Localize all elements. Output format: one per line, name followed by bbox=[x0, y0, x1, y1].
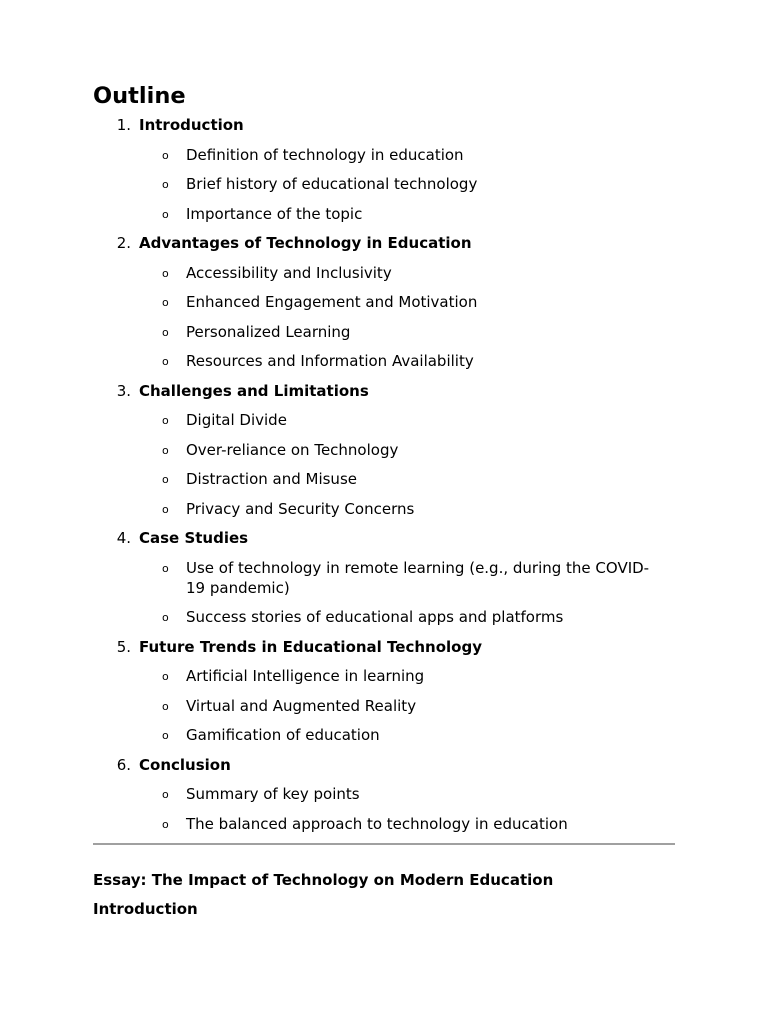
section-number: 3. bbox=[116, 381, 131, 400]
list-item-text: Use of technology in remote learning (e.g., during the COVID-19 pandemic) bbox=[186, 558, 650, 597]
list-item-text: Accessibility and Inclusivity bbox=[186, 263, 392, 282]
list-item-text: Gamification of education bbox=[186, 726, 380, 744]
list-item-text: Success stories of educational apps and platforms bbox=[186, 608, 564, 626]
bullet-icon: o bbox=[162, 207, 169, 221]
list-item-text: Importance of the topic bbox=[186, 204, 363, 223]
list-item-text: Resources and Information Availability bbox=[186, 352, 474, 370]
list-item bbox=[0, 440, 768, 470]
list-item-text: Privacy and Security Concerns bbox=[186, 499, 415, 518]
section-items bbox=[0, 263, 768, 381]
outline-section bbox=[0, 755, 768, 844]
bullet-icon: o bbox=[162, 443, 169, 457]
list-item bbox=[0, 204, 768, 234]
section-items bbox=[0, 410, 768, 528]
section-heading bbox=[0, 381, 768, 411]
list-item-text: Distraction and Misuse bbox=[186, 470, 357, 488]
section-items bbox=[0, 666, 768, 755]
section-items bbox=[0, 558, 768, 637]
bullet-icon: o bbox=[162, 670, 169, 683]
bullet-icon: o bbox=[162, 699, 169, 713]
bullet-icon: o bbox=[162, 729, 169, 742]
list-item bbox=[0, 410, 768, 440]
section-title: Conclusion bbox=[139, 755, 231, 774]
horizontal-rule bbox=[93, 843, 675, 845]
list-item bbox=[0, 174, 768, 204]
bullet-icon: o bbox=[162, 611, 169, 624]
bullet-icon: o bbox=[162, 296, 169, 309]
section-number: 4. bbox=[116, 529, 131, 547]
bullet-icon: o bbox=[162, 788, 169, 801]
list-item-text: Personalized Learning bbox=[186, 322, 351, 341]
bullet-icon: o bbox=[162, 817, 169, 831]
section-title: Advantages of Technology in Education bbox=[139, 234, 472, 252]
section-number: 6. bbox=[116, 755, 131, 774]
section-title: Case Studies bbox=[139, 529, 249, 547]
list-item-text: Brief history of educational technology bbox=[186, 175, 478, 193]
section-items bbox=[0, 784, 768, 843]
section-number: 5. bbox=[116, 637, 131, 656]
outline-section bbox=[0, 637, 768, 755]
bullet-icon: o bbox=[162, 473, 169, 486]
list-item bbox=[0, 263, 768, 293]
bullet-icon: o bbox=[162, 266, 169, 280]
section-heading bbox=[0, 637, 768, 667]
section-heading bbox=[0, 233, 768, 263]
list-item-text: Digital Divide bbox=[186, 411, 287, 429]
outline-section bbox=[0, 381, 768, 529]
list-item bbox=[0, 558, 768, 608]
section-heading bbox=[0, 115, 768, 145]
list-item-text: Definition of technology in education bbox=[186, 145, 464, 164]
list-item bbox=[0, 351, 768, 381]
list-item bbox=[0, 696, 768, 726]
list-item-text: Summary of key points bbox=[186, 785, 360, 803]
bullet-icon: o bbox=[162, 148, 169, 162]
bullet-icon: o bbox=[162, 502, 169, 516]
list-item-text: Virtual and Augmented Reality bbox=[186, 696, 417, 715]
outline-heading: Outline bbox=[93, 83, 186, 109]
bullet-icon: o bbox=[162, 561, 169, 575]
section-title: Challenges and Limitations bbox=[139, 381, 369, 400]
list-item bbox=[0, 499, 768, 529]
list-item bbox=[0, 784, 768, 814]
essay-title: Essay: The Impact of Technology on Modern Education bbox=[93, 871, 554, 889]
bullet-icon: o bbox=[162, 178, 169, 191]
list-item bbox=[0, 666, 768, 696]
section-title: Introduction bbox=[139, 116, 244, 134]
list-item bbox=[0, 814, 768, 844]
bullet-icon: o bbox=[162, 325, 169, 339]
section-number: 1. bbox=[116, 116, 131, 134]
section-heading bbox=[0, 755, 768, 785]
outline-section bbox=[0, 528, 768, 637]
section-items bbox=[0, 145, 768, 234]
list-item-text: Artificial Intelligence in learning bbox=[186, 667, 425, 685]
section-title: Future Trends in Educational Technology bbox=[139, 637, 482, 656]
outline-sections bbox=[0, 115, 768, 843]
outline-section bbox=[0, 115, 768, 233]
section-number: 2. bbox=[116, 234, 131, 252]
list-item bbox=[0, 725, 768, 755]
outline-section bbox=[0, 233, 768, 381]
bullet-icon: o bbox=[162, 414, 169, 427]
list-item bbox=[0, 607, 768, 637]
list-item-text: The balanced approach to technology in education bbox=[186, 814, 568, 833]
bullet-icon: o bbox=[162, 355, 169, 368]
list-item bbox=[0, 469, 768, 499]
list-item bbox=[0, 292, 768, 322]
section-heading bbox=[0, 528, 768, 558]
essay-intro-heading: Introduction bbox=[93, 900, 198, 918]
list-item-text: Enhanced Engagement and Motivation bbox=[186, 293, 478, 311]
list-item bbox=[0, 322, 768, 352]
list-item bbox=[0, 145, 768, 175]
list-item-text: Over-reliance on Technology bbox=[186, 440, 399, 459]
